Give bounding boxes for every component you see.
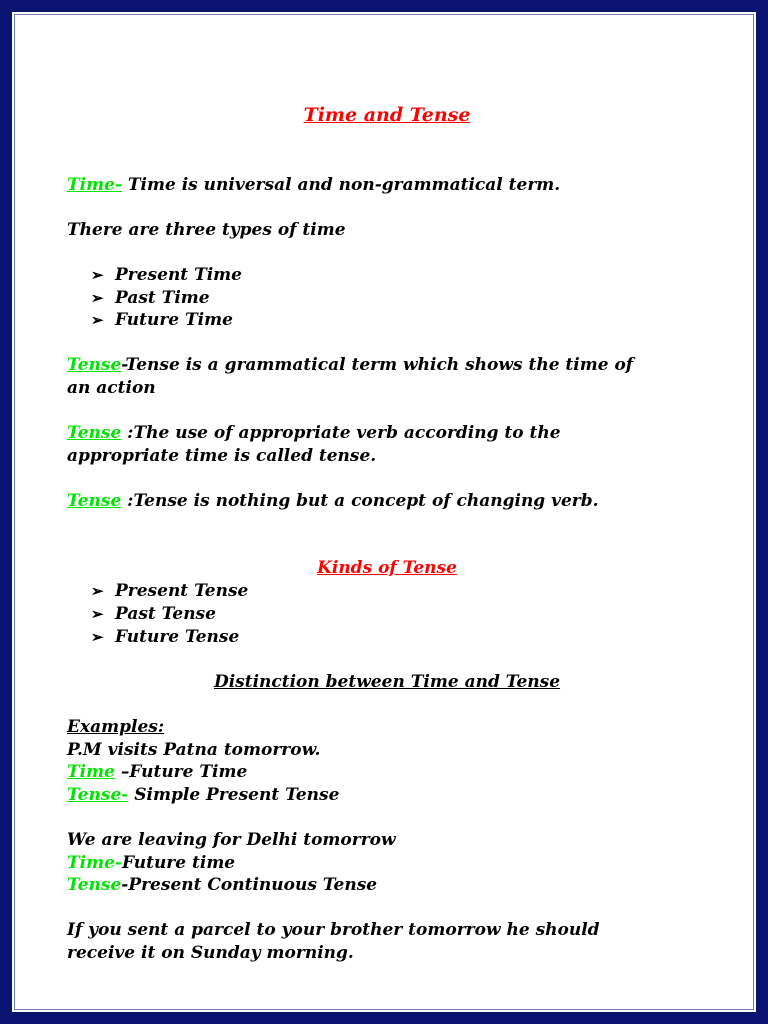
tense-keyword: Tense [67, 491, 122, 511]
time-definition [67, 175, 560, 195]
tense-definition-2: Tense :The use of appropriate verb according to the [67, 423, 561, 443]
title-text: Time and Tense [303, 104, 471, 126]
example-sentence: P.M visits Patna tomorrow. [67, 740, 321, 760]
example-tense: Tense- Simple Present Tense [67, 785, 340, 805]
time-type-item: ➢ Present Time [91, 265, 242, 285]
tense-definition-2-cont: appropriate time is called tense. [67, 446, 377, 466]
kinds-heading: Kinds of Tense [317, 558, 457, 578]
arrowhead-bullet-icon: ➢ [91, 311, 104, 329]
time-type-item: ➢ Future Time [91, 310, 233, 330]
tense-kind-item: ➢ Present Tense [91, 581, 249, 601]
example-sentence: We are leaving for Delhi tomorrow [67, 830, 396, 850]
tense-keyword: Tense [67, 875, 122, 895]
distinction-heading: Distinction between Time and Tense [213, 672, 561, 692]
arrowhead-bullet-icon: ➢ [91, 266, 104, 284]
time-keyword: Time- [67, 175, 122, 195]
tense-kind-item: ➢ Past Tense [91, 604, 216, 624]
page-title [67, 104, 707, 126]
arrowhead-bullet-icon: ➢ [91, 605, 104, 623]
tense-definition-3: Tense :Tense is nothing but a concept of changing verb. [67, 491, 599, 511]
tense-keyword: Tense [67, 355, 122, 375]
example-tense: Tense-Present Continuous Tense [67, 875, 378, 895]
example-time: Time –Future Time [67, 762, 248, 782]
tense-kind-item: ➢ Future Tense [91, 627, 240, 647]
example-sentence-cont: receive it on Sunday morning. [67, 943, 354, 963]
tense-keyword: Tense [67, 423, 122, 443]
arrowhead-bullet-icon: ➢ [91, 289, 104, 307]
types-intro: There are three types of time [67, 220, 346, 240]
tense-keyword: Tense- [67, 785, 129, 805]
time-type-item: ➢ Past Time [91, 288, 210, 308]
arrowhead-bullet-icon: ➢ [91, 582, 104, 600]
example-time: Time-Future time [67, 853, 236, 873]
examples-label: Examples: [67, 717, 165, 737]
tense-definition-1-cont: an action [67, 378, 156, 398]
arrowhead-bullet-icon: ➢ [91, 628, 104, 646]
example-sentence: If you sent a parcel to your brother tomorrow he should [67, 920, 600, 940]
time-keyword: Time- [67, 853, 122, 873]
tense-definition-1: Tense-Tense is a grammatical term which shows the time of [67, 355, 634, 375]
time-keyword: Time [67, 762, 115, 782]
time-definition-text: Time is universal and non-grammatical term. [121, 175, 561, 195]
